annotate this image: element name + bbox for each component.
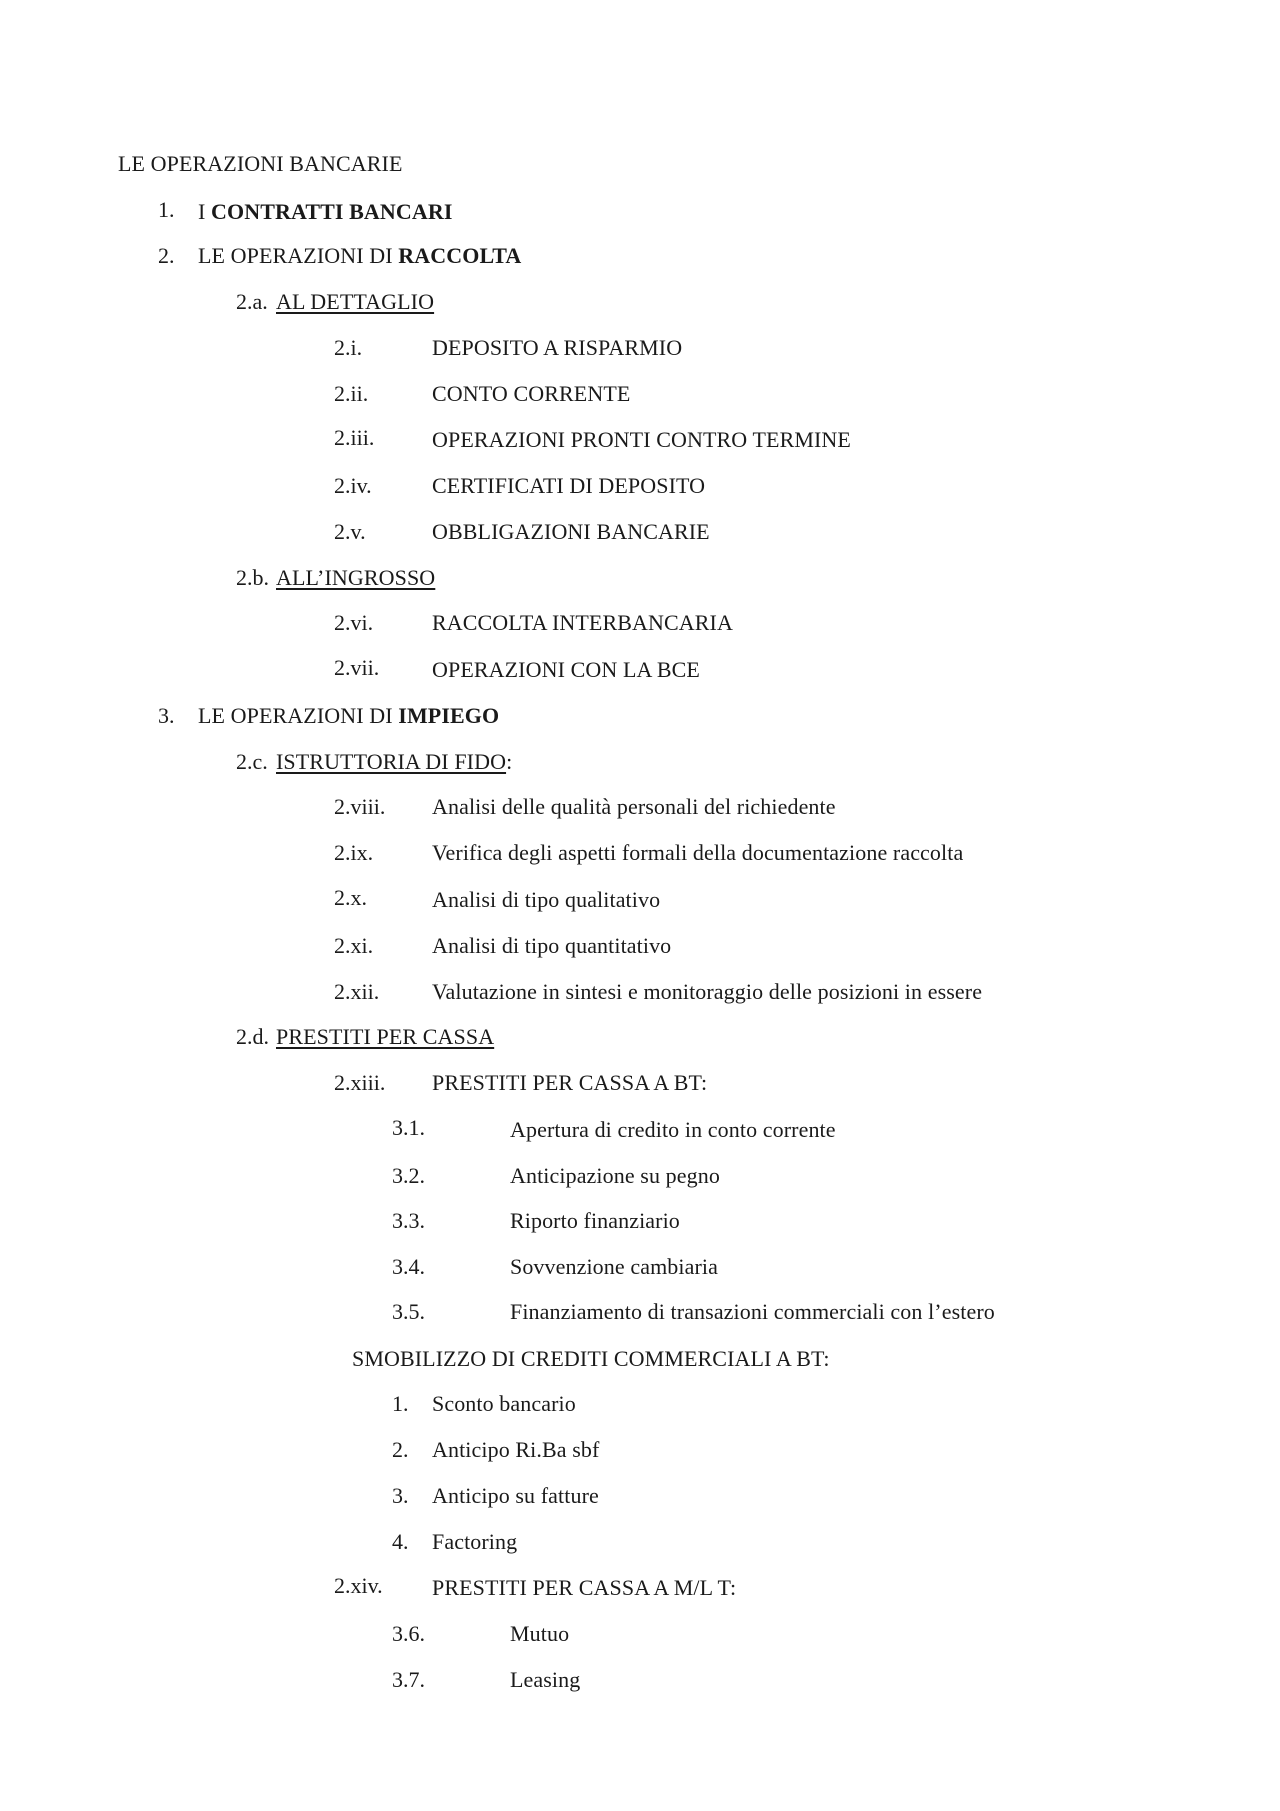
list-item — [198, 702, 499, 730]
list-item: OPERAZIONI PRONTI CONTRO TERMINE — [432, 427, 851, 452]
list-number: 2. — [158, 243, 175, 268]
item-bold-text: IMPIEGO — [398, 703, 500, 728]
list-item: PRESTITI PER CASSA A M/L T: — [432, 1575, 737, 1600]
list-number: 3.2. — [392, 1163, 425, 1188]
list-number: 3.5. — [392, 1299, 425, 1324]
item-text: LE OPERAZIONI DI — [198, 243, 399, 268]
list-item: Mutuo — [510, 1621, 570, 1646]
list-number: 3.3. — [392, 1208, 425, 1233]
list-number: 1. — [158, 197, 175, 222]
list-number: 2.xiv. — [334, 1573, 383, 1598]
list-number: 3.7. — [392, 1667, 425, 1692]
list-number: 2.vi. — [334, 610, 374, 635]
item-text: LE OPERAZIONI DI — [198, 703, 399, 728]
list-number: 3.4. — [392, 1254, 425, 1279]
heading-suffix: : — [506, 749, 513, 774]
list-item: Anticipo Ri.Ba sbf — [432, 1437, 600, 1462]
list-item: Sconto bancario — [432, 1391, 576, 1416]
section-heading: PRESTITI PER CASSA — [276, 1024, 495, 1049]
list-number: 2.d. — [236, 1024, 269, 1049]
list-number: 3. — [392, 1483, 409, 1508]
list-item: Apertura di credito in conto corrente — [510, 1117, 836, 1142]
list-item — [198, 242, 521, 270]
list-item: Sovvenzione cambiaria — [510, 1254, 718, 1279]
list-number: 2.i. — [334, 335, 363, 360]
list-item — [198, 198, 453, 226]
list-item: CONTO CORRENTE — [432, 381, 631, 406]
list-item: OPERAZIONI CON LA BCE — [432, 657, 700, 682]
section-heading: AL DETTAGLIO — [276, 289, 435, 314]
item-bold-text: RACCOLTA — [398, 243, 522, 268]
document-title: LE OPERAZIONI BANCARIE — [118, 151, 403, 176]
list-number: 2.v. — [334, 519, 366, 544]
list-item: Analisi di tipo qualitativo — [432, 887, 661, 912]
list-item: Factoring — [432, 1529, 518, 1554]
list-item: Leasing — [510, 1667, 581, 1692]
list-item: Valutazione in sintesi e monitoraggio delle posizioni in essere — [432, 979, 983, 1004]
list-number: 2.xii. — [334, 979, 380, 1004]
list-number: 1. — [392, 1391, 409, 1416]
list-number: 4. — [392, 1529, 409, 1554]
list-number: 3. — [158, 703, 175, 728]
list-item: Anticipazione su pegno — [510, 1163, 720, 1188]
subsection-heading: SMOBILIZZO DI CREDITI COMMERCIALI A BT: — [352, 1346, 830, 1371]
list-item: RACCOLTA INTERBANCARIA — [432, 610, 733, 635]
item-bold-text: CONTRATTI BANCARI — [211, 199, 453, 224]
list-number: 3.1. — [392, 1115, 425, 1140]
section-heading: ALL’INGROSSO — [276, 565, 436, 590]
list-item: Finanziamento di transazioni commerciali con l’estero — [510, 1299, 995, 1324]
list-number: 2.vii. — [334, 655, 380, 680]
list-number: 2.xi. — [334, 933, 374, 958]
list-item: OBBLIGAZIONI BANCARIE — [432, 519, 710, 544]
list-number: 2.viii. — [334, 794, 386, 819]
list-item: Analisi delle qualità personali del richiedente — [432, 794, 836, 819]
list-item: Analisi di tipo quantitativo — [432, 933, 672, 958]
heading-text: ISTRUTTORIA DI FIDO — [276, 749, 507, 774]
list-number: 2.iii. — [334, 425, 375, 450]
list-number: 2.iv. — [334, 473, 372, 498]
list-number: 2.a. — [236, 289, 268, 314]
list-item: DEPOSITO A RISPARMIO — [432, 335, 683, 360]
list-item: Anticipo su fatture — [432, 1483, 599, 1508]
list-item: Verifica degli aspetti formali della documentazione raccolta — [432, 840, 964, 865]
list-number: 2.ix. — [334, 840, 374, 865]
list-item: Riporto finanziario — [510, 1208, 680, 1233]
item-text: I — [198, 199, 212, 224]
list-item: CERTIFICATI DI DEPOSITO — [432, 473, 706, 498]
list-number: 2.xiii. — [334, 1070, 386, 1095]
section-heading — [276, 748, 512, 776]
list-number: 2.ii. — [334, 381, 369, 406]
list-item: PRESTITI PER CASSA A BT: — [432, 1070, 708, 1095]
list-number: 3.6. — [392, 1621, 425, 1646]
list-number: 2. — [392, 1437, 409, 1462]
list-number: 2.x. — [334, 885, 367, 910]
list-number: 2.b. — [236, 565, 269, 590]
list-number: 2.c. — [236, 749, 268, 774]
